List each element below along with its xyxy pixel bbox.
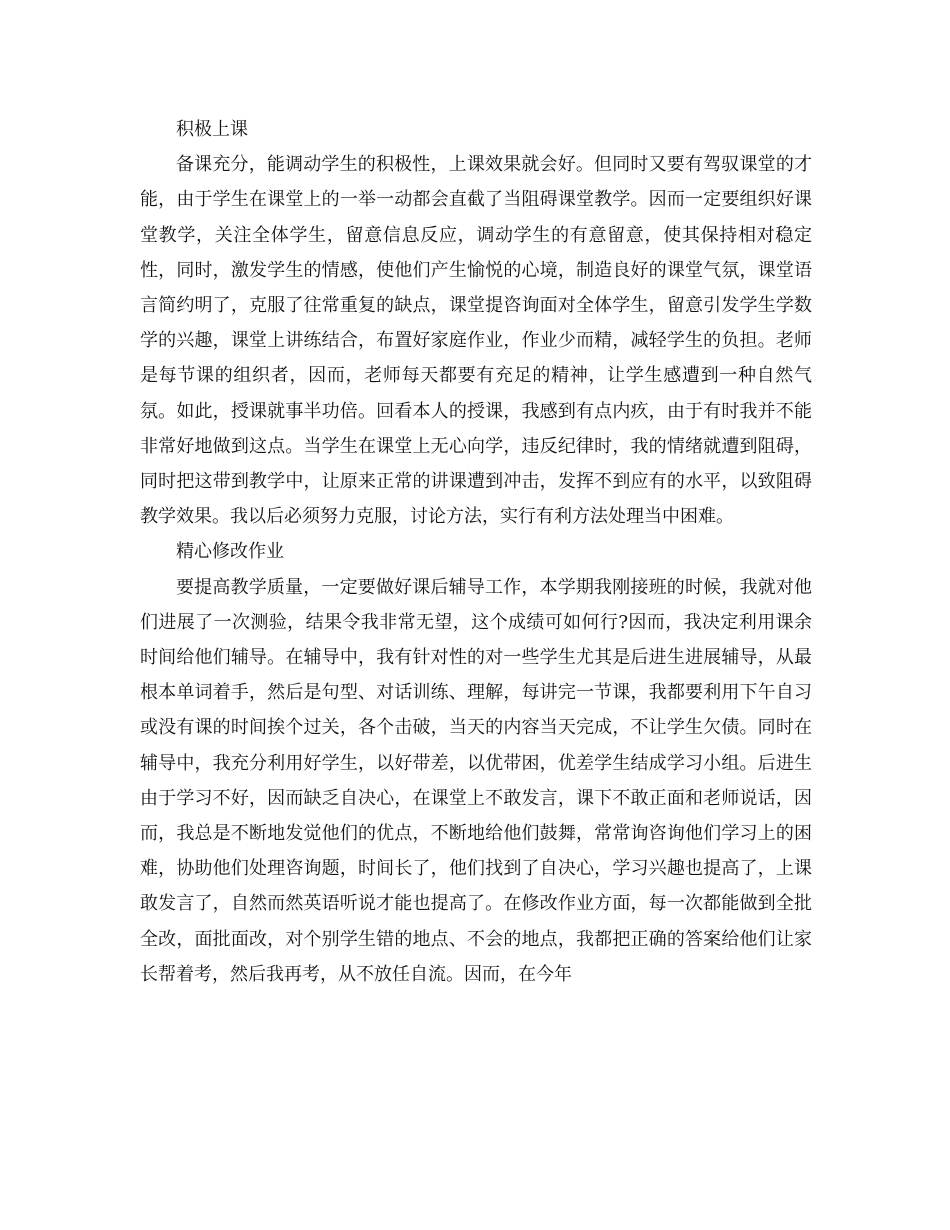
paragraph-active-class: 备课充分，能调动学生的积极性，上课效果就会好。但同时又要有驾驭课堂的才能，由于学生在课堂上的一举一动都会直截了当阻碍课堂教学。因而一定要组织好课堂教学，关注全体学生，留意信息反应，调动学生的有意留意，使其保持相对稳定性，同时，激发学生的情感，使他们产生愉悦的心境，制造良好的课堂气氛，课堂语言简约明了，克服了往常重复的缺点，课堂提咨询面对全体学生，留意引发学生学数学的兴趣，课堂上讲练结合，布置好家庭作业，作业少而精，减轻学生的负担。老师是每节课的组织者，因而，老师每天都要有充足的精神，让学生感遭到一种自然气氛。如此，授课就事半功倍。回看本人的授课，我感到有点内疚，由于有时我并不能非常好地做到这点。当学生在课堂上无心向学，违反纪律时，我的情绪就遭到阻碍，同时把这带到教学中，让原来正常的讲课遭到冲击，发挥不到应有的水平，以致阻碍教学效果。我以后必须努力克服，讨论方法，实行有利方法处理当中困难。 — [140, 154, 812, 528]
document-body — [140, 112, 812, 992]
paragraph-homework: 要提高教学质量，一定要做好课后辅导工作，本学期我刚接班的时候，我就对他们进展了一次测验，结果令我非常无望，这个成绩可如何行?因而，我决定利用课余时间给他们辅导。在辅导中，我有针对性的对一些学生尤其是后进生进展辅导，从最根本单词着手，然后是句型、对话训练、理解，每讲完一节课，我都要利用下午自习或没有课的时间挨个过关，各个击破，当天的内容当天完成，不让学生欠债。同时在辅导中，我充分利用好学生，以好带差，以优带困，优差学生结成学习小组。后进生由于学习不好，因而缺乏自决心，在课堂上不敢发言，课下不敢正面和老师说话，因而，我总是不断地发觉他们的优点，不断地给他们鼓舞，常常询咨询他们学习上的困难，协助他们处理咨询题，时间长了，他们找到了自决心，学习兴趣也提高了，上课敢发言了，自然而然英语听说才能也提高了。在修改作业方面，每一次都能做到全批全改，面批面改，对个别学生错的地点、不会的地点，我都把正确的答案给他们让家长帮着考，然后我再考，从不放任自流。因而，在今年 — [140, 576, 812, 985]
section-heading-active-class: 积极上课 — [176, 119, 248, 140]
section-heading-homework: 精心修改作业 — [176, 541, 284, 563]
